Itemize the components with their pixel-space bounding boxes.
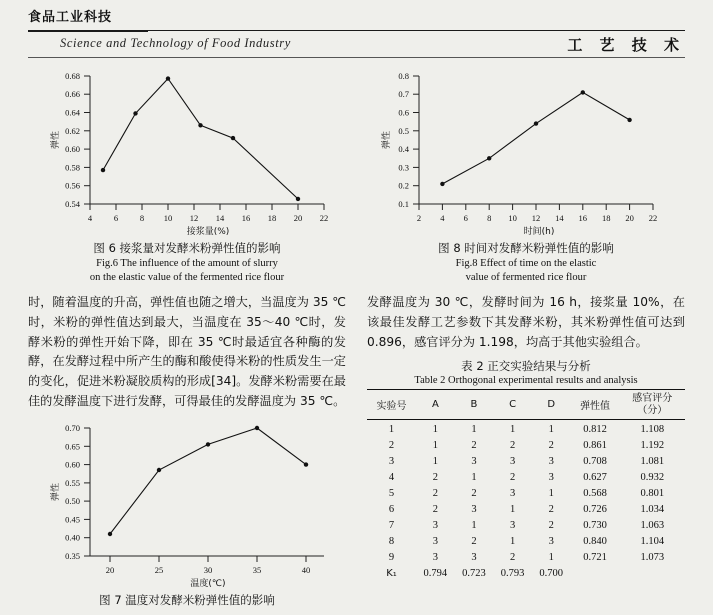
fig6-y-axis: [65, 71, 90, 209]
cell-c: 3: [509, 488, 516, 500]
fig6-ylabel: 弹性: [51, 130, 61, 150]
cell-sensory: 1.081: [640, 456, 665, 468]
col-header-sensory: [620, 390, 685, 420]
figure-7: [28, 418, 346, 609]
svg-text:0.8: 0.8: [398, 71, 409, 81]
svg-text:10: 10: [508, 213, 517, 223]
cell-a: 2: [432, 488, 438, 500]
svg-text:35: 35: [252, 564, 262, 575]
fig7-ylabel: 弹性: [51, 482, 61, 501]
svg-text:12: 12: [189, 213, 199, 223]
table-row: [367, 502, 685, 518]
svg-text:25: 25: [154, 564, 164, 575]
fig8-ylabel: 弹性: [382, 130, 392, 150]
svg-text:14: 14: [555, 213, 564, 223]
svg-text:0.2: 0.2: [398, 180, 409, 191]
svg-text:0.68: 0.68: [65, 71, 80, 81]
svg-text:2: 2: [416, 213, 422, 223]
svg-text:8: 8: [487, 213, 492, 223]
header-rule-secondary: [28, 57, 685, 58]
cell-d: 1: [548, 488, 554, 500]
figure-8-caption: [367, 240, 685, 285]
cell-c: 1: [509, 536, 516, 548]
right-column: [367, 64, 685, 582]
fig6-x-axis: [88, 204, 328, 223]
cell-elastic: [571, 566, 620, 582]
cell-sensory: 0.932: [640, 472, 665, 484]
cell-id: 1: [388, 424, 395, 436]
figure-6-caption: [28, 240, 346, 285]
cell-b: 3: [471, 504, 477, 516]
cell-elastic: 0.721: [583, 552, 607, 564]
col-header-sensory-line2: （分）: [637, 404, 668, 416]
cell-a: 3: [432, 552, 438, 564]
svg-text:6: 6: [113, 213, 119, 223]
svg-text:0.6: 0.6: [398, 107, 409, 118]
header-rule: [28, 30, 685, 31]
cell-sensory: 1.108: [640, 424, 665, 436]
col-header-a: A: [416, 390, 455, 420]
table-header-row: [367, 390, 685, 420]
fig8-xlabel: 时间(h): [523, 227, 555, 236]
cell-d: 3: [548, 456, 554, 468]
journal-title-en: Science and Technology of Food Industry: [60, 36, 291, 50]
svg-text:10: 10: [163, 213, 173, 223]
col-header-d: D: [532, 390, 571, 420]
cell-b: 1: [471, 472, 477, 484]
table-row: [367, 486, 685, 502]
fig8-y-axis: [398, 71, 419, 209]
cell-id: 3: [388, 456, 395, 468]
cell-sensory: 1.063: [640, 520, 665, 532]
table-row: [367, 470, 685, 486]
cell-c: 2: [509, 440, 516, 452]
table2: [367, 389, 685, 582]
cell-b: 1: [471, 424, 477, 436]
cell-sensory: 0.801: [640, 488, 665, 500]
cell-b: 2: [471, 440, 477, 452]
fig7-y-axis: [65, 423, 90, 561]
cell-d: 3: [548, 472, 554, 484]
svg-text:0.64: 0.64: [65, 107, 80, 118]
table-row: [367, 518, 685, 534]
cell-d: 3: [548, 536, 554, 548]
chart-fig8-svg: [367, 64, 685, 236]
svg-text:0.62: 0.62: [65, 125, 80, 136]
col-header-elastic: 弹性值: [571, 390, 620, 420]
svg-text:0.65: 0.65: [65, 440, 80, 451]
svg-text:20: 20: [105, 564, 115, 575]
cell-elastic: 0.861: [583, 440, 607, 452]
cell-elastic: 0.568: [583, 488, 607, 500]
figure-7-caption: [28, 592, 346, 609]
col-header-c: C: [493, 390, 532, 420]
left-paragraph: 时，随着温度的升高，弹性值也随之增大，当温度为 35 ℃时，米粉的弹性值达到最大，当温度在 35～40 ℃时，发酵米粉的弹性开始下降，即在 35 ℃时最适宜各种酶的发酵，在发酵过程中所产生的酶和酸使得米粉的性质发生一定的变化，促进米粉凝胶质构的形成[34]。发酵米粉需要在最佳的发酵温度下进行发酵，可得最佳的发酵温度为 35 ℃。: [28, 295, 346, 408]
table-row: [367, 438, 685, 454]
cell-a: 3: [432, 536, 438, 548]
svg-text:22: 22: [648, 213, 658, 223]
svg-text:0.56: 0.56: [65, 180, 80, 191]
table-row: [367, 454, 685, 470]
svg-text:0.60: 0.60: [65, 144, 80, 155]
cell-a: 3: [432, 520, 438, 532]
figure-6-caption-cn: 图 6 接浆量对发酵米粉弹性值的影响: [93, 241, 281, 255]
cell-elastic: 0.812: [583, 424, 607, 436]
svg-text:0.1: 0.1: [398, 199, 409, 209]
svg-text:0.7: 0.7: [398, 89, 409, 100]
table-row: [367, 550, 685, 566]
table-row: [367, 420, 685, 438]
fig8-x-axis: [417, 204, 657, 223]
col-header-sensory-line1: 感官评分: [632, 393, 673, 405]
cell-d: 1: [548, 552, 554, 564]
svg-text:0.40: 0.40: [65, 532, 80, 543]
cell-c: 1: [509, 424, 516, 436]
figure-6-caption-en-1: Fig.6 The influence of the amount of slurry: [96, 257, 278, 269]
figure-8: [367, 64, 685, 285]
masthead: [28, 8, 148, 32]
cell-elastic: 0.627: [583, 472, 607, 484]
svg-text:40: 40: [301, 564, 311, 575]
cell-d: 2: [548, 440, 554, 452]
chart-fig7: [28, 418, 346, 588]
cell-a: 2: [432, 504, 438, 516]
cell-id: 8: [388, 536, 395, 548]
svg-text:6: 6: [463, 213, 468, 223]
svg-text:0.35: 0.35: [65, 550, 80, 561]
cell-id: 2: [388, 440, 395, 452]
svg-text:16: 16: [241, 213, 251, 223]
cell-d: 2: [548, 520, 554, 532]
chart-fig6: [28, 64, 346, 236]
figure-8-caption-cn: 图 8 时间对发酵米粉弹性值的影响: [438, 241, 614, 255]
svg-text:18: 18: [267, 213, 277, 223]
svg-text:0.60: 0.60: [65, 459, 80, 470]
cell-elastic: 0.726: [583, 504, 607, 516]
svg-text:0.66: 0.66: [65, 89, 80, 100]
table-row-k1: [367, 566, 685, 582]
table2-title-en: Table 2 Orthogonal experimental results and analysis: [414, 375, 638, 387]
cell-elastic: 0.730: [583, 520, 607, 532]
cell-b: 2: [471, 536, 477, 548]
section-title-cn: 工 艺 技 术: [567, 36, 685, 54]
cell-id: K₁: [386, 568, 397, 580]
svg-text:0.70: 0.70: [65, 422, 80, 433]
svg-text:20: 20: [625, 213, 634, 223]
chart-fig6-svg: [28, 64, 346, 236]
cell-b: 0.723: [462, 568, 486, 580]
cell-a: 1: [432, 424, 438, 436]
figure-6: [28, 64, 346, 285]
cell-sensory: [620, 566, 685, 582]
fig6-xlabel: 接浆量(%): [186, 227, 230, 236]
cell-c: 2: [509, 472, 516, 484]
figure-8-caption-en-2: value of fermented rice flour: [465, 271, 587, 283]
cell-a: 1: [432, 440, 438, 452]
figure-6-caption-en-2: on the elastic value of the fermented rice flour: [89, 271, 285, 283]
cell-id: 6: [388, 504, 395, 516]
fig7-x-axis: [106, 556, 311, 575]
cell-d: 2: [548, 504, 554, 516]
cell-d: 1: [548, 424, 554, 436]
svg-text:4: 4: [440, 213, 445, 223]
cell-c: 3: [509, 456, 516, 468]
chart-fig8: [367, 64, 685, 236]
cell-elastic: 0.708: [583, 456, 607, 468]
table2-title-cn: 表 2 正交实验结果与分析: [461, 359, 591, 374]
cell-a: 2: [432, 472, 438, 484]
svg-text:12: 12: [531, 213, 541, 223]
cell-b: 3: [471, 456, 477, 468]
figure-8-caption-en-1: Fig.8 Effect of time on the elastic: [455, 257, 597, 269]
col-header-b: B: [455, 390, 494, 420]
figure-7-caption-cn: 图 7 温度对发酵米粉弹性值的影响: [99, 592, 275, 607]
left-column: [28, 64, 346, 608]
svg-text:8: 8: [139, 213, 145, 223]
svg-text:0.3: 0.3: [398, 162, 409, 173]
cell-a: 1: [432, 456, 438, 468]
cell-sensory: 1.034: [640, 504, 665, 516]
cell-b: 1: [471, 520, 477, 532]
cell-c: 0.793: [500, 568, 525, 580]
svg-text:0.50: 0.50: [65, 495, 80, 506]
table-row: [367, 534, 685, 550]
svg-text:18: 18: [601, 213, 611, 223]
cell-id: 5: [388, 488, 395, 500]
journal-logo-cn: 食品工业科技: [28, 10, 113, 25]
cell-sensory: 1.192: [640, 440, 665, 452]
svg-text:0.54: 0.54: [65, 199, 80, 209]
cell-d: 0.700: [539, 568, 564, 580]
svg-text:0.45: 0.45: [65, 514, 80, 525]
col-header-id: 实验号: [367, 390, 416, 420]
cell-b: 2: [471, 488, 477, 500]
svg-text:30: 30: [203, 564, 213, 575]
cell-sensory: 1.073: [640, 552, 665, 564]
svg-text:20: 20: [293, 213, 303, 223]
cell-sensory: 1.104: [640, 536, 665, 548]
svg-text:0.55: 0.55: [65, 477, 80, 488]
svg-text:14: 14: [215, 213, 225, 223]
cell-id: 4: [388, 472, 395, 484]
svg-text:0.4: 0.4: [398, 144, 409, 155]
svg-text:4: 4: [87, 213, 93, 223]
cell-c: 1: [509, 504, 516, 516]
table2-body: [367, 420, 685, 582]
svg-text:22: 22: [319, 213, 329, 223]
svg-text:0.58: 0.58: [65, 162, 80, 173]
cell-id: 9: [388, 552, 395, 564]
fig7-xlabel: 温度(℃): [190, 578, 226, 588]
cell-b: 3: [471, 552, 477, 564]
chart-fig7-svg: [28, 418, 346, 588]
cell-elastic: 0.840: [583, 536, 607, 548]
svg-text:16: 16: [578, 213, 588, 223]
cell-id: 7: [388, 520, 395, 532]
cell-c: 2: [509, 552, 516, 564]
cell-c: 3: [509, 520, 516, 532]
cell-a: 0.794: [423, 568, 448, 580]
svg-text:0.5: 0.5: [398, 125, 409, 136]
right-paragraph: 发酵温度为 30 ℃，发酵时间为 16 h，接浆量 10%，在该最佳发酵工艺参数下其发酵米粉，其米粉弹性值可达到 0.896，感官评分为 1.198，均高于其他实验组合。: [367, 295, 685, 349]
